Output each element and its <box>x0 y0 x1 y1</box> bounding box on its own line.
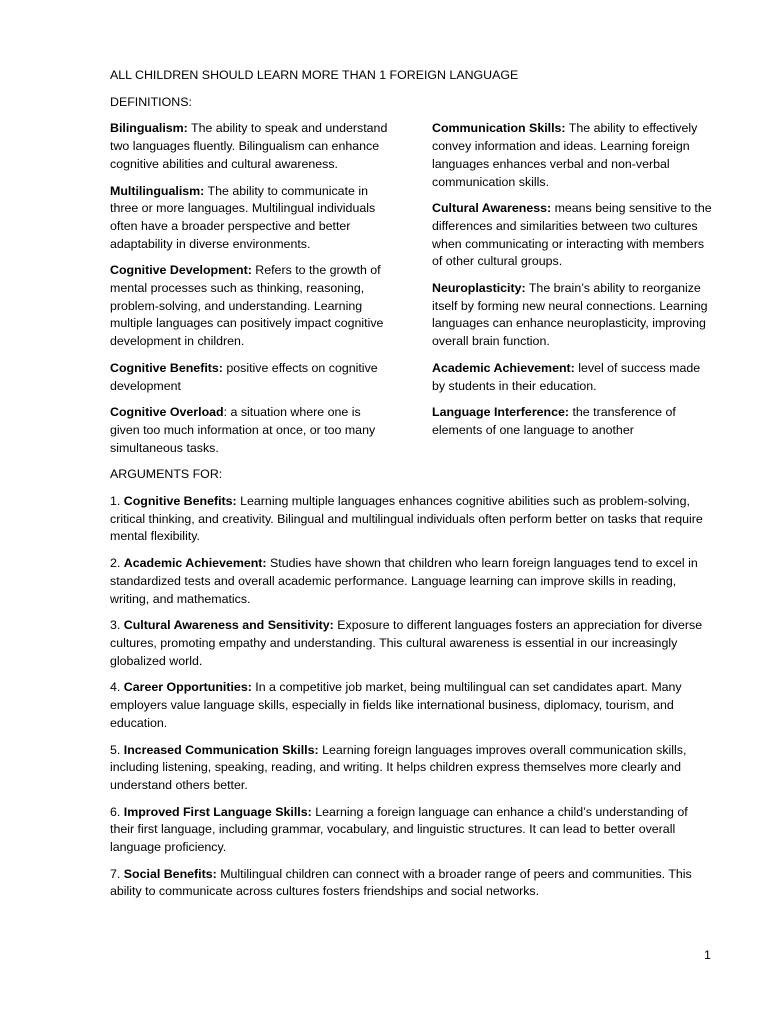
argument-term: Cultural Awareness and Sensitivity: <box>123 618 334 633</box>
argument-term: Improved First Language Skills: <box>123 804 312 819</box>
arguments-heading: ARGUMENTS FOR: <box>110 467 223 482</box>
argument-item <box>110 493 712 546</box>
argument-number: 4. <box>110 680 124 695</box>
argument-number: 6. <box>110 804 124 819</box>
argument-item <box>110 742 712 795</box>
definition-academic-achievement <box>432 360 712 395</box>
argument-text: Learning a foreign language can enhance a child’s understanding of their first language, including grammar, vocabulary, and linguistic structures. It can lead to better overall language proficiency. <box>110 804 688 855</box>
definition-term: Cognitive Benefits: <box>110 360 223 375</box>
argument-number: 1. <box>110 494 124 509</box>
argument-text: Exposure to different languages fosters an appreciation for diverse cultures, promoting empathy and understanding. This cultural awareness is essential in our increasingly globalized world. <box>110 618 703 668</box>
definition-text: The ability to communicate in three or more languages. Multilingual individuals often have a broader perspective and better adaptability in diverse environments. <box>110 183 376 251</box>
document-page <box>110 67 712 910</box>
definition-communication-skills <box>432 120 712 191</box>
document-title: ALL CHILDREN SHOULD LEARN MORE THAN 1 FOREIGN LANGUAGE <box>110 68 519 82</box>
definition-text: : a situation where one is given too much information at once, or too many simultaneous tasks. <box>110 405 376 455</box>
definition-neuroplasticity <box>432 280 712 351</box>
definition-text: The ability to speak and understand two languages fluently. Bilingualism can enhance cognitive abilities and cultural awareness. <box>110 121 388 171</box>
page-number: 1 <box>704 948 711 962</box>
definition-text: positive effects on cognitive development <box>110 360 378 393</box>
definition-cultural-awareness <box>432 200 712 271</box>
argument-number: 7. <box>110 866 124 881</box>
definitions-left-column <box>110 120 390 466</box>
definition-cognitive-development <box>110 262 390 351</box>
argument-text: In a competitive job market, being multilingual can set candidates apart. Many employers value language skills, especially in fields like international business, diplomacy, tourism, and education. <box>110 680 682 730</box>
argument-text: Studies have shown that children who learn foreign languages tend to excel in standardized tests and overall academic performance. Language learning can improve skills in reading, writing, and mathematics. <box>110 556 698 606</box>
argument-term: Increased Communication Skills: <box>123 742 319 757</box>
argument-text: Learning multiple languages enhances cognitive abilities such as problem-solving, critical thinking, and creativity. Bilingual and multilingual individuals often perform better on tasks that require mental flexibility. <box>110 494 703 544</box>
definition-text: The ability to effectively convey information and ideas. Learning foreign languages enhances verbal and non-verbal communication skills. <box>432 121 698 189</box>
definition-text: The brain’s ability to reorganize itself by forming new neural connections. Learning languages can enhance neuroplasticity, improving overall brain function. <box>432 281 708 349</box>
definition-cognitive-benefits <box>110 360 390 395</box>
definition-term: Communication Skills: <box>432 121 566 136</box>
argument-text: Learning foreign languages improves overall communication skills, including listening, speaking, reading, and writing. It helps children express themselves more clearly and understand others better. <box>110 742 687 792</box>
definition-term: Language Interference: <box>432 405 570 420</box>
definitions-columns <box>110 120 712 466</box>
argument-item <box>110 679 712 732</box>
definition-bilingualism <box>110 120 390 173</box>
definition-term: Multilingualism: <box>110 183 205 198</box>
argument-item <box>110 617 712 670</box>
definition-term: Neuroplasticity: <box>432 281 526 296</box>
argument-number: 5. <box>110 742 124 757</box>
argument-term: Cognitive Benefits: <box>123 494 237 509</box>
argument-number: 2. <box>110 556 124 571</box>
definitions-heading: DEFINITIONS: <box>110 94 192 109</box>
arguments-list <box>110 493 712 901</box>
definition-term: Academic Achievement: <box>432 360 575 375</box>
definition-term: Bilingualism: <box>110 121 188 136</box>
definition-term: Cultural Awareness: <box>432 201 552 216</box>
definition-term: Cognitive Overload <box>110 405 224 420</box>
argument-term: Career Opportunities: <box>123 680 252 695</box>
argument-item <box>110 555 712 608</box>
definition-text: Refers to the growth of mental processes such as thinking, reasoning, problem-solving, and understanding. Learning multiple languages can positively impact cognitive development in children. <box>110 263 384 349</box>
definition-cognitive-overload <box>110 404 390 457</box>
definition-text: means being sensitive to the differences and similarities between two cultures when communicating or interacting with members of other cultural groups. <box>432 201 712 269</box>
argument-term: Social Benefits: <box>123 866 217 881</box>
definition-term: Cognitive Development: <box>110 263 252 278</box>
argument-term: Academic Achievement: <box>123 556 267 571</box>
definition-text: the transference of elements of one language to another <box>432 405 676 437</box>
definitions-right-column <box>432 120 712 466</box>
definition-multilingualism <box>110 183 390 254</box>
argument-item <box>110 804 712 857</box>
argument-text: Multilingual children can connect with a broader range of peers and communities. This ability to communicate across cultures fosters friendships and social networks. <box>110 866 692 899</box>
definition-language-interference <box>432 404 712 439</box>
argument-item <box>110 866 712 901</box>
definition-text: level of success made by students in their education. <box>432 360 701 393</box>
argument-number: 3. <box>110 618 124 633</box>
